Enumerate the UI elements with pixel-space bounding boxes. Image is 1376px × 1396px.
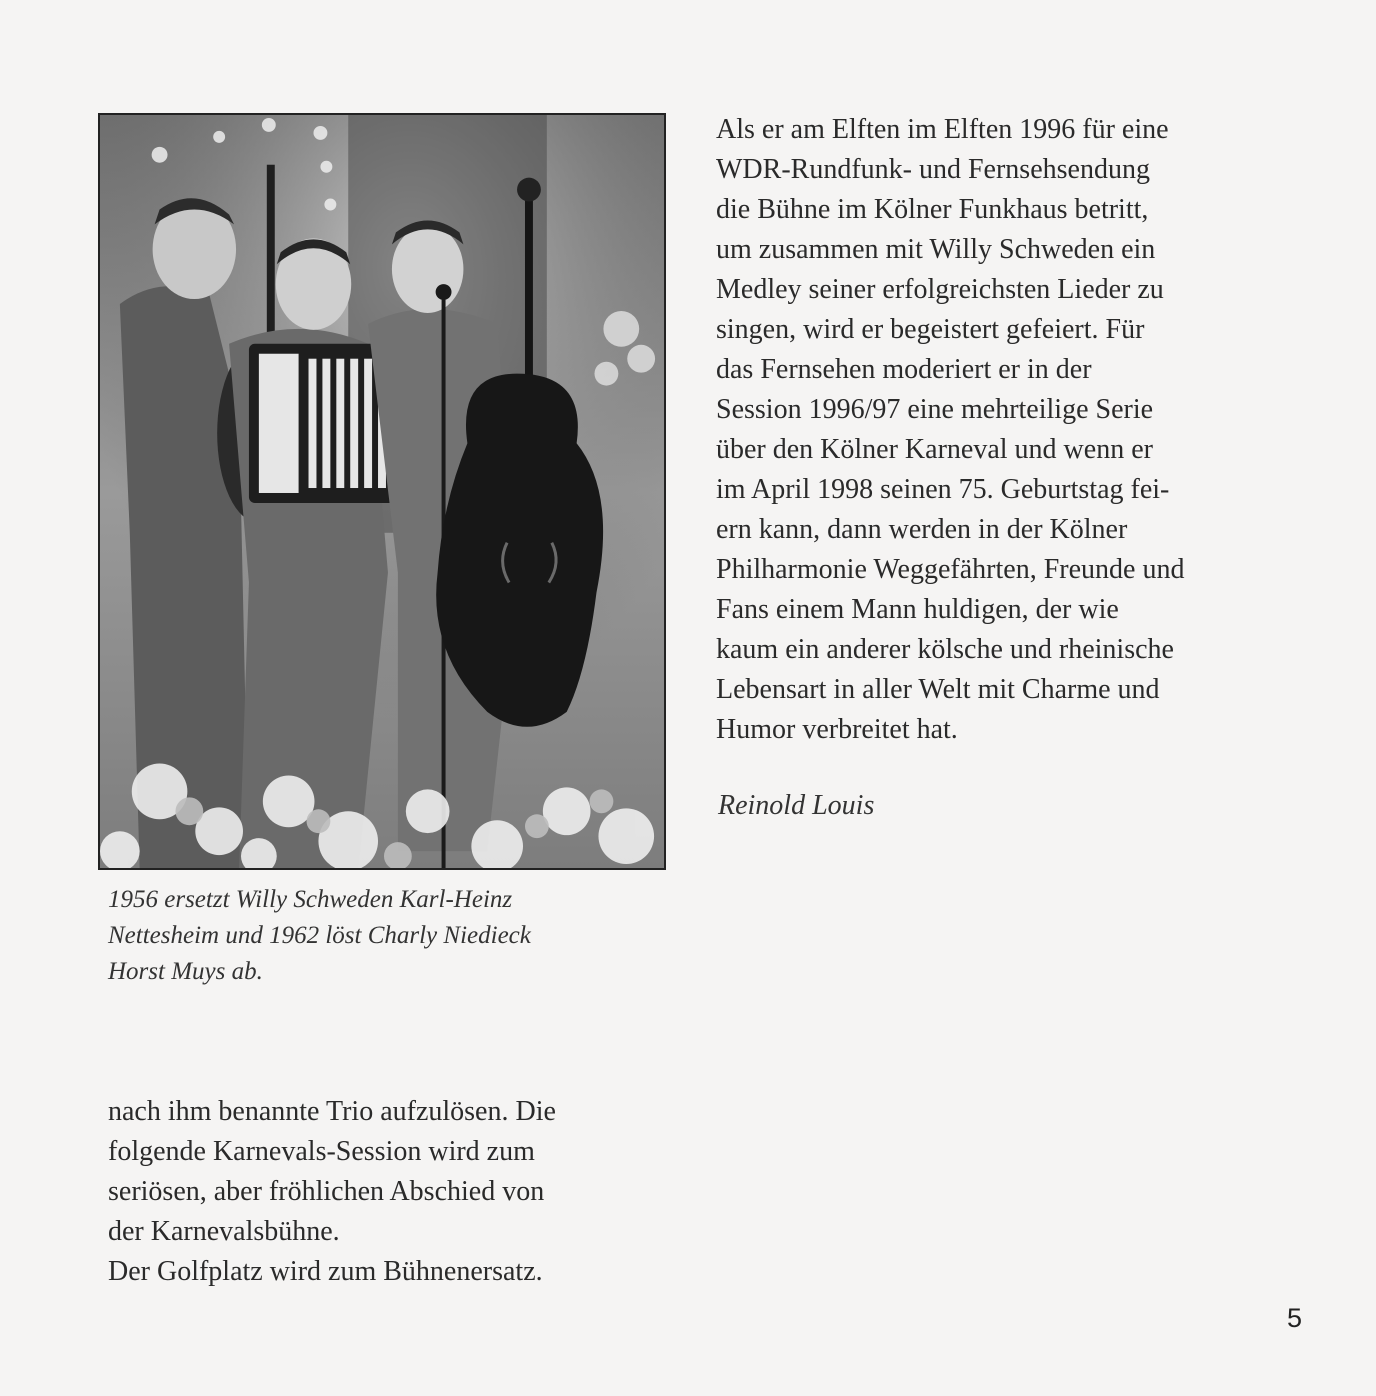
body-line: die Bühne im Kölner Funkhaus betritt,	[716, 194, 1149, 225]
body-line: Medley seiner erfolgreichsten Lieder zu	[716, 274, 1164, 305]
body-line: Fans einem Mann huldigen, der wie	[716, 594, 1119, 625]
caption-line: Nettesheim und 1962 löst Charly Niedieck	[108, 922, 531, 949]
body-line: Humor verbreitet hat.	[716, 714, 958, 745]
lower-line: seriösen, aber fröhlichen Abschied von	[108, 1176, 545, 1207]
lower-line: folgende Karnevals-Session wird zum	[108, 1136, 535, 1167]
lower-line: Der Golfplatz wird zum Bühnenersatz.	[108, 1256, 543, 1287]
body-line: im April 1998 seinen 75. Geburtstag fei-	[716, 474, 1170, 505]
page-number: 5	[1287, 1303, 1303, 1333]
body-line: Als er am Elften im Elften 1996 für eine	[716, 114, 1169, 145]
body-line: kaum ein anderer kölsche und rheinische	[716, 634, 1174, 665]
caption-line: 1956 ersetzt Willy Schweden Karl-Heinz	[108, 886, 513, 913]
lower-line: nach ihm benannte Trio aufzulösen. Die	[108, 1096, 556, 1127]
lower-paragraph	[108, 1092, 668, 1292]
body-line: WDR-Rundfunk- und Fernsehsendung	[716, 154, 1150, 185]
body-line: ern kann, dann werden in der Kölner	[716, 514, 1128, 545]
body-line: singen, wird er begeistert gefeiert. Für	[716, 314, 1145, 345]
caption-line: Horst Muys ab.	[108, 958, 263, 985]
body-line: um zusammen mit Willy Schweden ein	[716, 234, 1156, 265]
lower-line: der Karnevalsbühne.	[108, 1216, 340, 1247]
body-paragraph	[716, 110, 1296, 750]
body-line: Lebensart in aller Welt mit Charme und	[716, 674, 1160, 705]
body-line: Session 1996/97 eine mehrteilige Serie	[716, 394, 1154, 425]
body-line: das Fernsehen moderiert er in der	[716, 354, 1092, 385]
body-line: über den Kölner Karneval und wenn er	[716, 434, 1153, 465]
author-signature: Reinold Louis	[718, 790, 875, 821]
photo-illustration	[100, 115, 664, 868]
karneval-trio-photo	[98, 113, 666, 870]
body-line: Philharmonie Weggefährten, Freunde und	[716, 554, 1185, 585]
photo-caption	[108, 882, 668, 990]
